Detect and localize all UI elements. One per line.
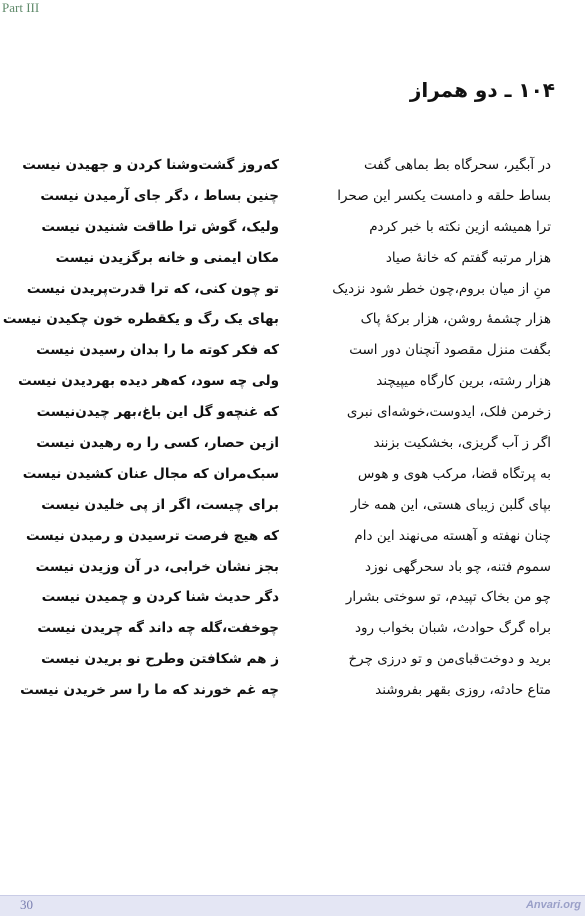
verse-line: اگر ز آب گریزی، بخشکیت بزنند [373, 435, 551, 452]
verse-line: به پرتگاه قضا، مرکب هوی و هوس [357, 465, 551, 482]
verse-line: دگر حدیث شنا کردن و چمیدن نیست [41, 589, 279, 606]
verse-line: هزار چشمهٔ روشن، هزار برکهٔ پاک [360, 311, 551, 328]
verse-line: ولیک، گوش ترا طاقت شنیدن نیست [41, 218, 279, 235]
verse-line: بجز نشان خرابی، در آن وزیدن نیست [35, 558, 279, 575]
verse-line: در آبگیر، سحرگاه بط بماهی گفت [363, 157, 551, 173]
verse-line: چنین بساط ، دگر جای آرمیدن نیست [40, 187, 279, 204]
verse-line: چنان نهفته و آهسته می‌نهند این دام [354, 527, 551, 544]
verse-line: که غنچه‌و گل این باغ،بهر چیدن‌نیست [36, 404, 279, 421]
watermark-logo: Anvari.org [525, 899, 581, 911]
footer-bar [0, 895, 585, 916]
verse-line: بهای یک رگ و یکقطره خون چکیدن نیست [2, 311, 279, 328]
poem-title: ۱۰۴ ـ دو همراز [409, 78, 555, 102]
verse-line: که هیچ فرصت ترسیدن و رمیدن نیست [26, 527, 279, 544]
verse-line: ز هم شکافتن وطرح نو بریدن نیست [41, 651, 279, 668]
verse-line: بگفت منزل مقصود آنچنان دور است [349, 342, 551, 359]
verse-line: برای چیست، اگر از پی خلیدن نیست [41, 496, 279, 513]
verse-line: ازین حصار، کسی را ره رهیدن نیست [36, 435, 279, 452]
verse-line: سموم فتنه، چو باد سحرگهی نوزد [365, 558, 551, 575]
verse-line: سبک‌مران که مجال عنان کشیدن نیست [22, 465, 279, 482]
verse-line: زخرمن فلک، ایدوست،خوشه‌ای نبری [346, 404, 551, 421]
verse-line: ترا همیشه ازین نکته با خبر کردم [369, 218, 551, 235]
verse-line: چه غم خورند که ما را سر خریدن نیست [20, 682, 279, 699]
verse-line: بساط حلقه و دامست یکسر این صحرا [337, 187, 551, 204]
verse-line: چوخفت،گله چه داند گه چریدن نیست [37, 620, 279, 637]
verse-line: برید و دوخت‌قبای‌من و تو درزی چرخ [348, 651, 551, 668]
verse-line: که‌روز گشت‌وشنا کردن و جهیدن نیست [22, 157, 279, 173]
part-label: Part III [2, 0, 40, 15]
verse-line: متاع حادثه، روزی بقهر بفروشند [375, 682, 551, 699]
verse-line: هزار مرتبه گفتم که خانهٔ صیاد [385, 249, 551, 266]
verse-line: ولی چه سود، که‌هر دیده بهردیدن نیست [18, 373, 279, 390]
verse-line: مکان ایمنی و خانه برگزیدن نیست [55, 249, 279, 266]
verse-line: براه گرگ حوادث، شبان بخواب رود [355, 620, 551, 637]
verse-line: چو من بخاک تپیدم، تو سوختی بشرار [345, 589, 551, 606]
verse-line: منِ از میان بروم،چون خطر شود نزدیک [332, 280, 551, 297]
poem-left-column [2, 150, 279, 706]
verse-line: هزار رشته، برین کارگاه میپیچند [376, 373, 551, 390]
verse-line: که فکر کوته ما را بدان رسیدن نیست [36, 342, 279, 359]
page-number: 30 [20, 897, 33, 912]
poem-right-column [311, 150, 551, 706]
verse-line: بپای گلبن زیبای هستی، این همه خار [350, 496, 551, 513]
verse-line: تو چون کنی، که ترا قدرت‌پریدن نیست [26, 280, 279, 297]
